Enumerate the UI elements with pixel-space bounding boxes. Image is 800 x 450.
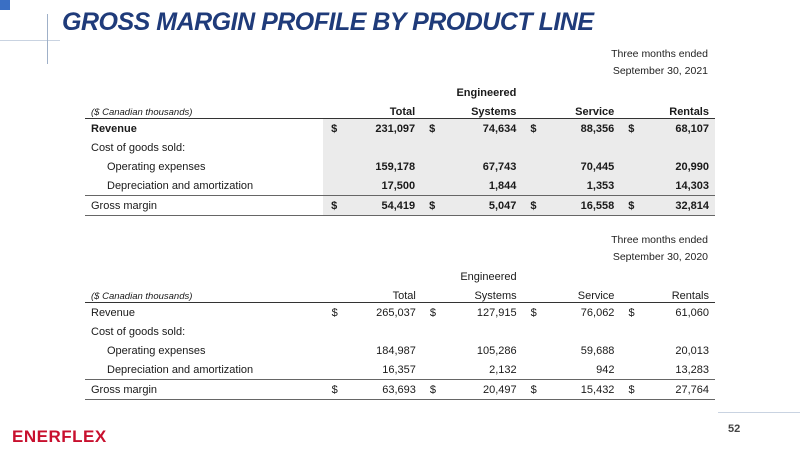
table-row (85, 176, 715, 196)
title-divider (47, 14, 48, 64)
col-total: Total (350, 99, 421, 119)
unit-label: ($ Canadian thousands) (85, 99, 323, 119)
period-2021 (508, 46, 708, 80)
company-logo: ENERFLEX (12, 427, 107, 446)
cell-total: 63,693 (350, 380, 421, 400)
col-rentals: Rentals (647, 283, 715, 303)
currency: $ (522, 196, 549, 216)
cell-service: 15,432 (549, 380, 620, 400)
corner-accent (0, 0, 10, 10)
currency: $ (421, 196, 448, 216)
currency: $ (620, 380, 647, 400)
col-service: Service (549, 99, 620, 119)
col-engineered-line1: Engineered (460, 271, 517, 283)
cell-total: 17,500 (350, 176, 421, 196)
row-label: Depreciation and amortization (85, 360, 324, 380)
page-number: 52 (728, 423, 741, 435)
row-label: Gross margin (85, 380, 324, 400)
cell-total: 184,987 (376, 344, 416, 357)
header-row-1 (85, 80, 715, 99)
col-rentals: Rentals (647, 99, 715, 119)
currency: $ (620, 119, 647, 139)
row-label: Revenue (91, 306, 136, 319)
cell-rentals: 68,107 (647, 119, 715, 139)
cell-engineered: 105,286 (476, 344, 517, 357)
col-engineered-line1: Engineered (456, 87, 517, 99)
table-row (85, 341, 715, 360)
page-title: GROSS MARGIN PROFILE BY PRODUCT LINE (62, 8, 594, 36)
cell-total: 265,037 (376, 306, 416, 319)
currency: $ (331, 306, 338, 319)
cell-total: 54,419 (350, 196, 421, 216)
col-total: Total (350, 283, 421, 303)
row-label: Operating expenses (107, 344, 206, 357)
row-label: Depreciation and amortization (85, 176, 323, 196)
header-row-2 (85, 283, 715, 303)
cell-service: 70,445 (549, 157, 620, 176)
col-engineered-line2: Systems (449, 283, 523, 303)
currency: $ (429, 306, 436, 319)
row-label: Cost of goods sold: (91, 325, 186, 338)
currency: $ (422, 380, 449, 400)
currency: $ (323, 196, 350, 216)
period-2021-line1: Three months ended (611, 48, 708, 60)
table-2021 (85, 80, 715, 216)
currency: $ (620, 196, 647, 216)
cell-service: 76,062 (580, 306, 615, 319)
currency: $ (523, 380, 550, 400)
table-row (85, 196, 715, 216)
cell-service: 942 (549, 360, 620, 380)
table-row (85, 138, 715, 157)
cell-engineered: 1,844 (448, 176, 522, 196)
cell-service: 88,356 (549, 119, 620, 139)
header-rule (0, 40, 60, 41)
row-label: Revenue (91, 122, 137, 135)
table-row (85, 380, 715, 400)
cell-engineered: 2,132 (449, 360, 523, 380)
cell-engineered: 74,634 (448, 119, 522, 139)
cell-rentals: 14,303 (647, 176, 715, 196)
currency: $ (522, 119, 549, 139)
currency: $ (530, 306, 537, 319)
table-2020 (85, 264, 715, 400)
currency: $ (324, 380, 351, 400)
cell-rentals: 13,283 (647, 360, 715, 380)
footer-rule (718, 412, 800, 413)
table-row (85, 119, 715, 139)
cell-rentals: 32,814 (647, 196, 715, 216)
period-2020-line1: Three months ended (611, 234, 708, 246)
header-row-1 (85, 264, 715, 283)
currency: $ (628, 306, 635, 319)
col-engineered-line2: Systems (448, 99, 522, 119)
header-row-2 (85, 99, 715, 119)
period-2020 (508, 232, 708, 266)
currency: $ (323, 119, 350, 139)
cell-engineered: 127,915 (476, 306, 517, 319)
cell-rentals: 61,060 (675, 306, 709, 319)
cell-rentals: 27,764 (647, 380, 715, 400)
cell-total: 159,178 (350, 157, 421, 176)
period-2021-line2: September 30, 2021 (612, 65, 708, 77)
table-row (85, 322, 715, 341)
table-row (85, 157, 715, 176)
cell-rentals: 20,990 (647, 157, 715, 176)
cell-service: 1,353 (549, 176, 620, 196)
row-label: Operating expenses (107, 160, 206, 173)
table-row (85, 360, 715, 380)
cell-service: 59,688 (580, 344, 615, 357)
row-label: Cost of goods sold: (91, 141, 186, 154)
period-2020-line2: September 30, 2020 (612, 251, 708, 263)
cell-engineered: 5,047 (448, 196, 522, 216)
cell-rentals: 20,013 (675, 344, 709, 357)
unit-label: ($ Canadian thousands) (85, 283, 324, 303)
col-service: Service (549, 283, 620, 303)
cell-total: 231,097 (350, 119, 421, 139)
table-row (85, 303, 715, 323)
cell-engineered: 67,743 (448, 157, 522, 176)
cell-service: 16,558 (549, 196, 620, 216)
cell-total: 16,357 (350, 360, 421, 380)
row-label: Gross margin (85, 196, 323, 216)
currency: $ (421, 119, 448, 139)
cell-engineered: 20,497 (449, 380, 523, 400)
